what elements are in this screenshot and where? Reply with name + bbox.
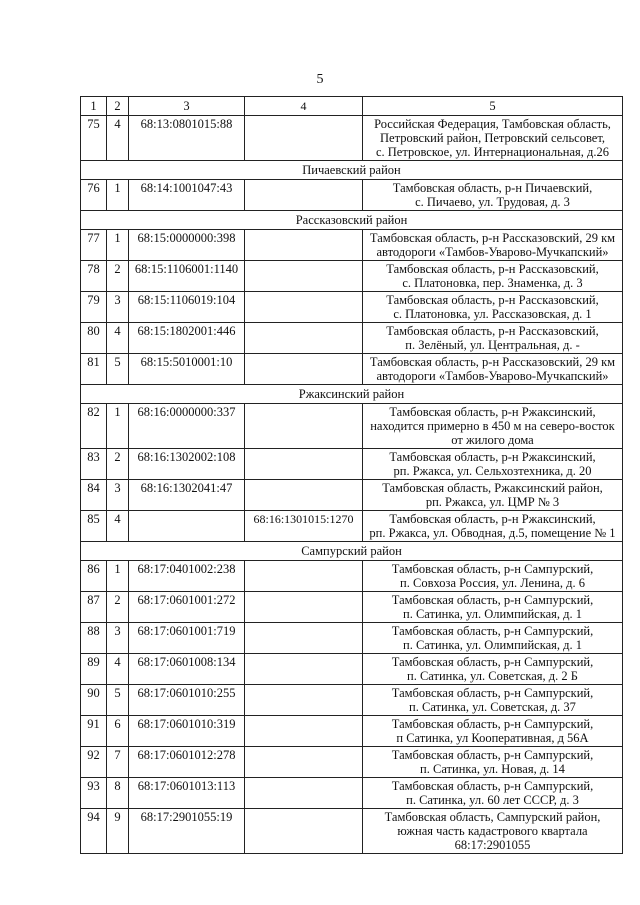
cadastral-number (129, 511, 245, 542)
row-index: 1 (107, 180, 129, 211)
address-line: Тамбовская область, р-н Ржаксинский, (389, 512, 596, 526)
cadastral-number-premises (245, 323, 363, 354)
address-cell (363, 261, 623, 292)
address-line: Тамбовская область, р-н Пичаевский, (392, 181, 593, 195)
row-number: 87 (81, 592, 107, 623)
table-body (81, 97, 623, 854)
address-line: п. Сатинка, ул. Новая, д. 14 (420, 762, 565, 776)
address-line: с. Платоновка, пер. Знаменка, д. 3 (402, 276, 583, 290)
address-cell (363, 809, 623, 854)
address-cell (363, 747, 623, 778)
cadastral-number: 68:17:0601010:319 (129, 716, 245, 747)
cadastral-number: 68:16:1302002:108 (129, 449, 245, 480)
row-number: 81 (81, 354, 107, 385)
district-row (81, 211, 623, 230)
row-index: 2 (107, 592, 129, 623)
cadastral-number-premises (245, 716, 363, 747)
cadastral-number-premises (245, 180, 363, 211)
header-col-4: 4 (245, 97, 363, 116)
address-cell (363, 654, 623, 685)
address-line: автодороги «Тамбов-Уварово-Мучкапский» (376, 245, 609, 259)
address-line: находится примерно в 450 м на северо-восток (370, 419, 615, 433)
cadastral-number-premises (245, 561, 363, 592)
row-number: 94 (81, 809, 107, 854)
cadastral-number-premises (245, 778, 363, 809)
row-number: 75 (81, 116, 107, 161)
table-row (81, 809, 623, 854)
address-line: 68:17:2901055 (454, 838, 531, 852)
table-row (81, 747, 623, 778)
row-index: 4 (107, 511, 129, 542)
cadastral-number-premises (245, 292, 363, 323)
table-row (81, 480, 623, 511)
cadastral-number: 68:17:0601010:255 (129, 685, 245, 716)
row-index: 1 (107, 561, 129, 592)
row-index: 4 (107, 116, 129, 161)
row-number: 82 (81, 404, 107, 449)
row-number: 88 (81, 623, 107, 654)
address-cell (363, 292, 623, 323)
page-number: 5 (316, 72, 324, 87)
table-row (81, 716, 623, 747)
cadastral-number-premises (245, 404, 363, 449)
table-row (81, 654, 623, 685)
address-line: Тамбовская область, р-н Рассказовский, (386, 293, 599, 307)
cadastral-number: 68:16:1302041:47 (129, 480, 245, 511)
cadastral-number-premises (245, 685, 363, 716)
address-line: Тамбовская область, р-н Рассказовский, (386, 324, 599, 338)
district-row (81, 161, 623, 180)
district-name: Рассказовский район (81, 211, 623, 230)
address-line: Тамбовская область, Ржаксинский район, (382, 481, 603, 495)
address-cell (363, 716, 623, 747)
cadastral-number-premises (245, 261, 363, 292)
row-number: 77 (81, 230, 107, 261)
cadastral-number: 68:15:0000000:398 (129, 230, 245, 261)
address-cell (363, 623, 623, 654)
row-number: 91 (81, 716, 107, 747)
address-line: Тамбовская область, р-н Сампурский, (391, 779, 594, 793)
address-cell (363, 592, 623, 623)
address-cell (363, 778, 623, 809)
cadastral-number: 68:17:0601001:272 (129, 592, 245, 623)
cadastral-number: 68:13:0801015:88 (129, 116, 245, 161)
address-line: п. Сатинка, ул. Олимпийская, д. 1 (403, 638, 582, 652)
row-index: 2 (107, 449, 129, 480)
table-row (81, 778, 623, 809)
address-line: с. Пичаево, ул. Трудовая, д. 3 (415, 195, 570, 209)
district-name: Сампурский район (81, 542, 623, 561)
cadastral-number-premises (245, 592, 363, 623)
table-row (81, 404, 623, 449)
cadastral-number: 68:16:0000000:337 (129, 404, 245, 449)
cadastral-number: 68:17:0401002:238 (129, 561, 245, 592)
address-line: с. Петровское, ул. Интернациональная, д.26 (375, 145, 610, 159)
header-col-2: 2 (107, 97, 129, 116)
address-line: рп. Ржакса, ул. Обводная, д.5, помещение № 1 (369, 526, 616, 540)
row-index: 6 (107, 716, 129, 747)
row-number: 76 (81, 180, 107, 211)
cadastral-number-premises (245, 747, 363, 778)
address-line: южная часть кадастрового квартала (397, 824, 588, 838)
cadastral-number-premises (245, 230, 363, 261)
address-cell (363, 480, 623, 511)
cadastral-number: 68:17:0601001:719 (129, 623, 245, 654)
row-index: 4 (107, 654, 129, 685)
address-line: Тамбовская область, р-н Рассказовский, 29 км (369, 355, 616, 369)
cadastral-number: 68:17:2901055:19 (129, 809, 245, 854)
address-line: Тамбовская область, р-н Сампурский, (391, 686, 594, 700)
address-line: п. Сатинка, ул. Советская, д. 37 (409, 700, 576, 714)
address-line: Тамбовская область, р-н Сампурский, (391, 562, 594, 576)
address-line: Тамбовская область, р-н Сампурский, (391, 655, 594, 669)
row-index: 7 (107, 747, 129, 778)
row-number: 93 (81, 778, 107, 809)
district-name: Пичаевский район (81, 161, 623, 180)
row-index: 8 (107, 778, 129, 809)
table-row (81, 449, 623, 480)
table-row (81, 292, 623, 323)
row-index: 1 (107, 230, 129, 261)
row-number: 86 (81, 561, 107, 592)
cadastral-number-premises (245, 449, 363, 480)
row-index: 2 (107, 261, 129, 292)
address-line: автодороги «Тамбов-Уварово-Мучкапский» (376, 369, 609, 383)
row-index: 3 (107, 623, 129, 654)
property-table (80, 96, 623, 854)
header-col-1: 1 (81, 97, 107, 116)
cadastral-number: 68:15:1106001:1140 (129, 261, 245, 292)
cadastral-number-premises: 68:16:1301015:1270 (245, 511, 363, 542)
address-line: п. Зелёный, ул. Центральная, д. - (405, 338, 580, 352)
table-row (81, 685, 623, 716)
table-row (81, 261, 623, 292)
address-line: от жилого дома (451, 433, 534, 447)
row-number: 83 (81, 449, 107, 480)
table-row (81, 354, 623, 385)
row-index: 5 (107, 354, 129, 385)
row-index: 1 (107, 404, 129, 449)
address-line: п. Сатинка, ул. Советская, д. 2 Б (407, 669, 578, 683)
address-cell (363, 404, 623, 449)
address-line: рп. Ржакса, ул. Сельхозтехника, д. 20 (393, 464, 592, 478)
address-cell (363, 449, 623, 480)
address-cell (363, 180, 623, 211)
table-row (81, 323, 623, 354)
district-row (81, 385, 623, 404)
address-cell (363, 323, 623, 354)
table-row (81, 511, 623, 542)
table-row (81, 592, 623, 623)
address-cell (363, 230, 623, 261)
address-line: рп. Ржакса, ул. ЦМР № 3 (425, 495, 560, 509)
header-col-5: 5 (363, 97, 623, 116)
table-row (81, 623, 623, 654)
table-row (81, 230, 623, 261)
address-cell (363, 685, 623, 716)
cadastral-number: 68:15:5010001:10 (129, 354, 245, 385)
row-number: 90 (81, 685, 107, 716)
header-row (81, 97, 623, 116)
address-line: п. Сатинка, ул. 60 лет СССР, д. 3 (406, 793, 579, 807)
row-number: 80 (81, 323, 107, 354)
row-number: 79 (81, 292, 107, 323)
address-cell (363, 354, 623, 385)
cadastral-number: 68:17:0601012:278 (129, 747, 245, 778)
address-line: с. Платоновка, ул. Рассказовская, д. 1 (393, 307, 592, 321)
district-name: Ржаксинский район (81, 385, 623, 404)
address-line: Тамбовская область, Сампурский район, (384, 810, 601, 824)
row-number: 78 (81, 261, 107, 292)
address-line: Тамбовская область, р-н Сампурский, (391, 593, 594, 607)
table-row (81, 561, 623, 592)
cadastral-number-premises (245, 654, 363, 685)
address-cell (363, 116, 623, 161)
cadastral-number: 68:17:0601008:134 (129, 654, 245, 685)
row-index: 5 (107, 685, 129, 716)
row-index: 3 (107, 292, 129, 323)
row-index: 3 (107, 480, 129, 511)
address-line: Тамбовская область, р-н Рассказовский, (386, 262, 599, 276)
row-index: 4 (107, 323, 129, 354)
address-line: Тамбовская область, р-н Рассказовский, 29 км (369, 231, 616, 245)
address-line: Российская Федерация, Тамбовская область, (374, 117, 611, 131)
address-line: Тамбовская область, р-н Сампурский, (391, 748, 594, 762)
table-row (81, 116, 623, 161)
row-number: 89 (81, 654, 107, 685)
cadastral-number: 68:14:1001047:43 (129, 180, 245, 211)
row-index: 9 (107, 809, 129, 854)
address-line: Тамбовская область, р-н Ржаксинский, (389, 450, 596, 464)
cadastral-number: 68:17:0601013:113 (129, 778, 245, 809)
cadastral-number: 68:15:1106019:104 (129, 292, 245, 323)
address-line: п. Сатинка, ул. Олимпийская, д. 1 (403, 607, 582, 621)
address-cell (363, 561, 623, 592)
cadastral-number-premises (245, 116, 363, 161)
address-line: Петровский район, Петровский сельсовет, (380, 131, 605, 145)
row-number: 92 (81, 747, 107, 778)
address-cell (363, 511, 623, 542)
header-col-3: 3 (129, 97, 245, 116)
cadastral-number-premises (245, 354, 363, 385)
address-line: Тамбовская область, р-н Сампурский, (391, 624, 594, 638)
cadastral-number: 68:15:1802001:446 (129, 323, 245, 354)
row-number: 85 (81, 511, 107, 542)
cadastral-number-premises (245, 623, 363, 654)
row-number: 84 (81, 480, 107, 511)
cadastral-number-premises (245, 480, 363, 511)
address-line: Тамбовская область, р-н Сампурский, (391, 717, 594, 731)
address-line: п Сатинка, ул Кооперативная, д 56А (396, 731, 589, 745)
district-row (81, 542, 623, 561)
address-line: п. Совхоза Россия, ул. Ленина, д. 6 (400, 576, 585, 590)
address-line: Тамбовская область, р-н Ржаксинский, (389, 405, 596, 419)
cadastral-number-premises (245, 809, 363, 854)
table-row (81, 180, 623, 211)
